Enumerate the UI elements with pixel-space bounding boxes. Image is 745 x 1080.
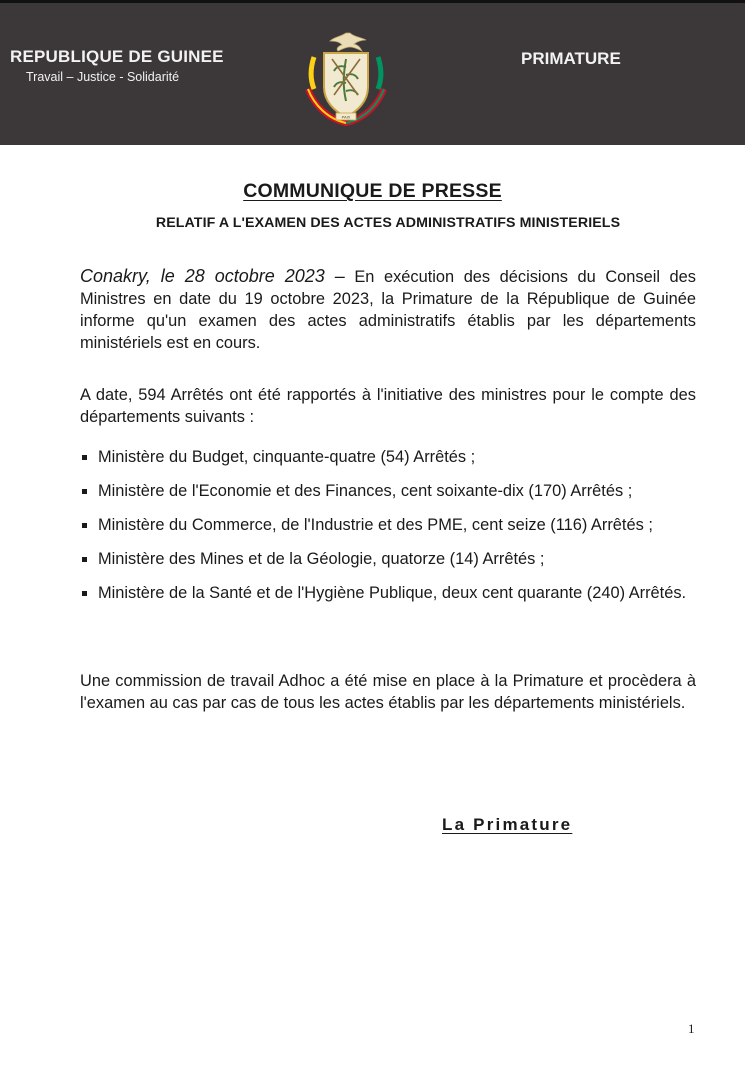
intro-paragraph (80, 265, 696, 354)
closing-paragraph: Une commission de travail Adhoc a été mise en place à la Primature et procèdera à l'examen au cas par cas de tous les actes établis par les départements ministériels. (80, 672, 696, 712)
bullet-icon (82, 489, 87, 494)
list-item: Ministère du Budget, cinquante-quatre (54) Arrêtés ; (80, 446, 696, 468)
list-item: Ministère de la Santé et de l'Hygiène Publique, deux cent quarante (240) Arrêtés. (80, 582, 696, 604)
document-title: COMMUNIQUE DE PRESSE (243, 180, 502, 202)
bullet-icon (82, 557, 87, 562)
summary-paragraph: A date, 594 Arrêtés ont été rapportés à l'initiative des ministres pour le compte des départements suivants : (80, 386, 696, 426)
ministry-list (80, 446, 696, 616)
list-item: Ministère du Commerce, de l'Industrie et des PME, cent seize (116) Arrêtés ; (80, 514, 696, 536)
letterhead-banner (0, 0, 745, 145)
page-number: 1 (688, 1021, 695, 1036)
list-item: Ministère de l'Economie et des Finances, cent soixante-dix (170) Arrêtés ; (80, 480, 696, 502)
intro-text: En exécution des décisions du Conseil des Ministres en date du 19 octobre 2023, la Primature de la République de Guinée informe qu'un examen des actes administratifs établis par les départements ministériels est en cours. (80, 268, 696, 352)
signature: La Primature (442, 815, 573, 834)
bullet-icon (82, 523, 87, 528)
office-name: PRIMATURE (521, 49, 621, 68)
bullet-icon (82, 591, 87, 596)
country-name: REPUBLIQUE DE GUINEE (10, 47, 224, 66)
guinea-coat-of-arms-icon (300, 29, 392, 129)
bullet-icon (82, 455, 87, 460)
document-subtitle: RELATIF A L'EXAMEN DES ACTES ADMINISTRATIFS MINISTERIELS (155, 215, 621, 231)
svg-text:PAIX: PAIX (341, 114, 351, 120)
national-motto: Travail – Justice - Solidarité (26, 70, 180, 84)
dateline: Conakry, le 28 octobre 2023 – (80, 266, 345, 286)
list-item: Ministère des Mines et de la Géologie, quatorze (14) Arrêtés ; (80, 548, 696, 570)
